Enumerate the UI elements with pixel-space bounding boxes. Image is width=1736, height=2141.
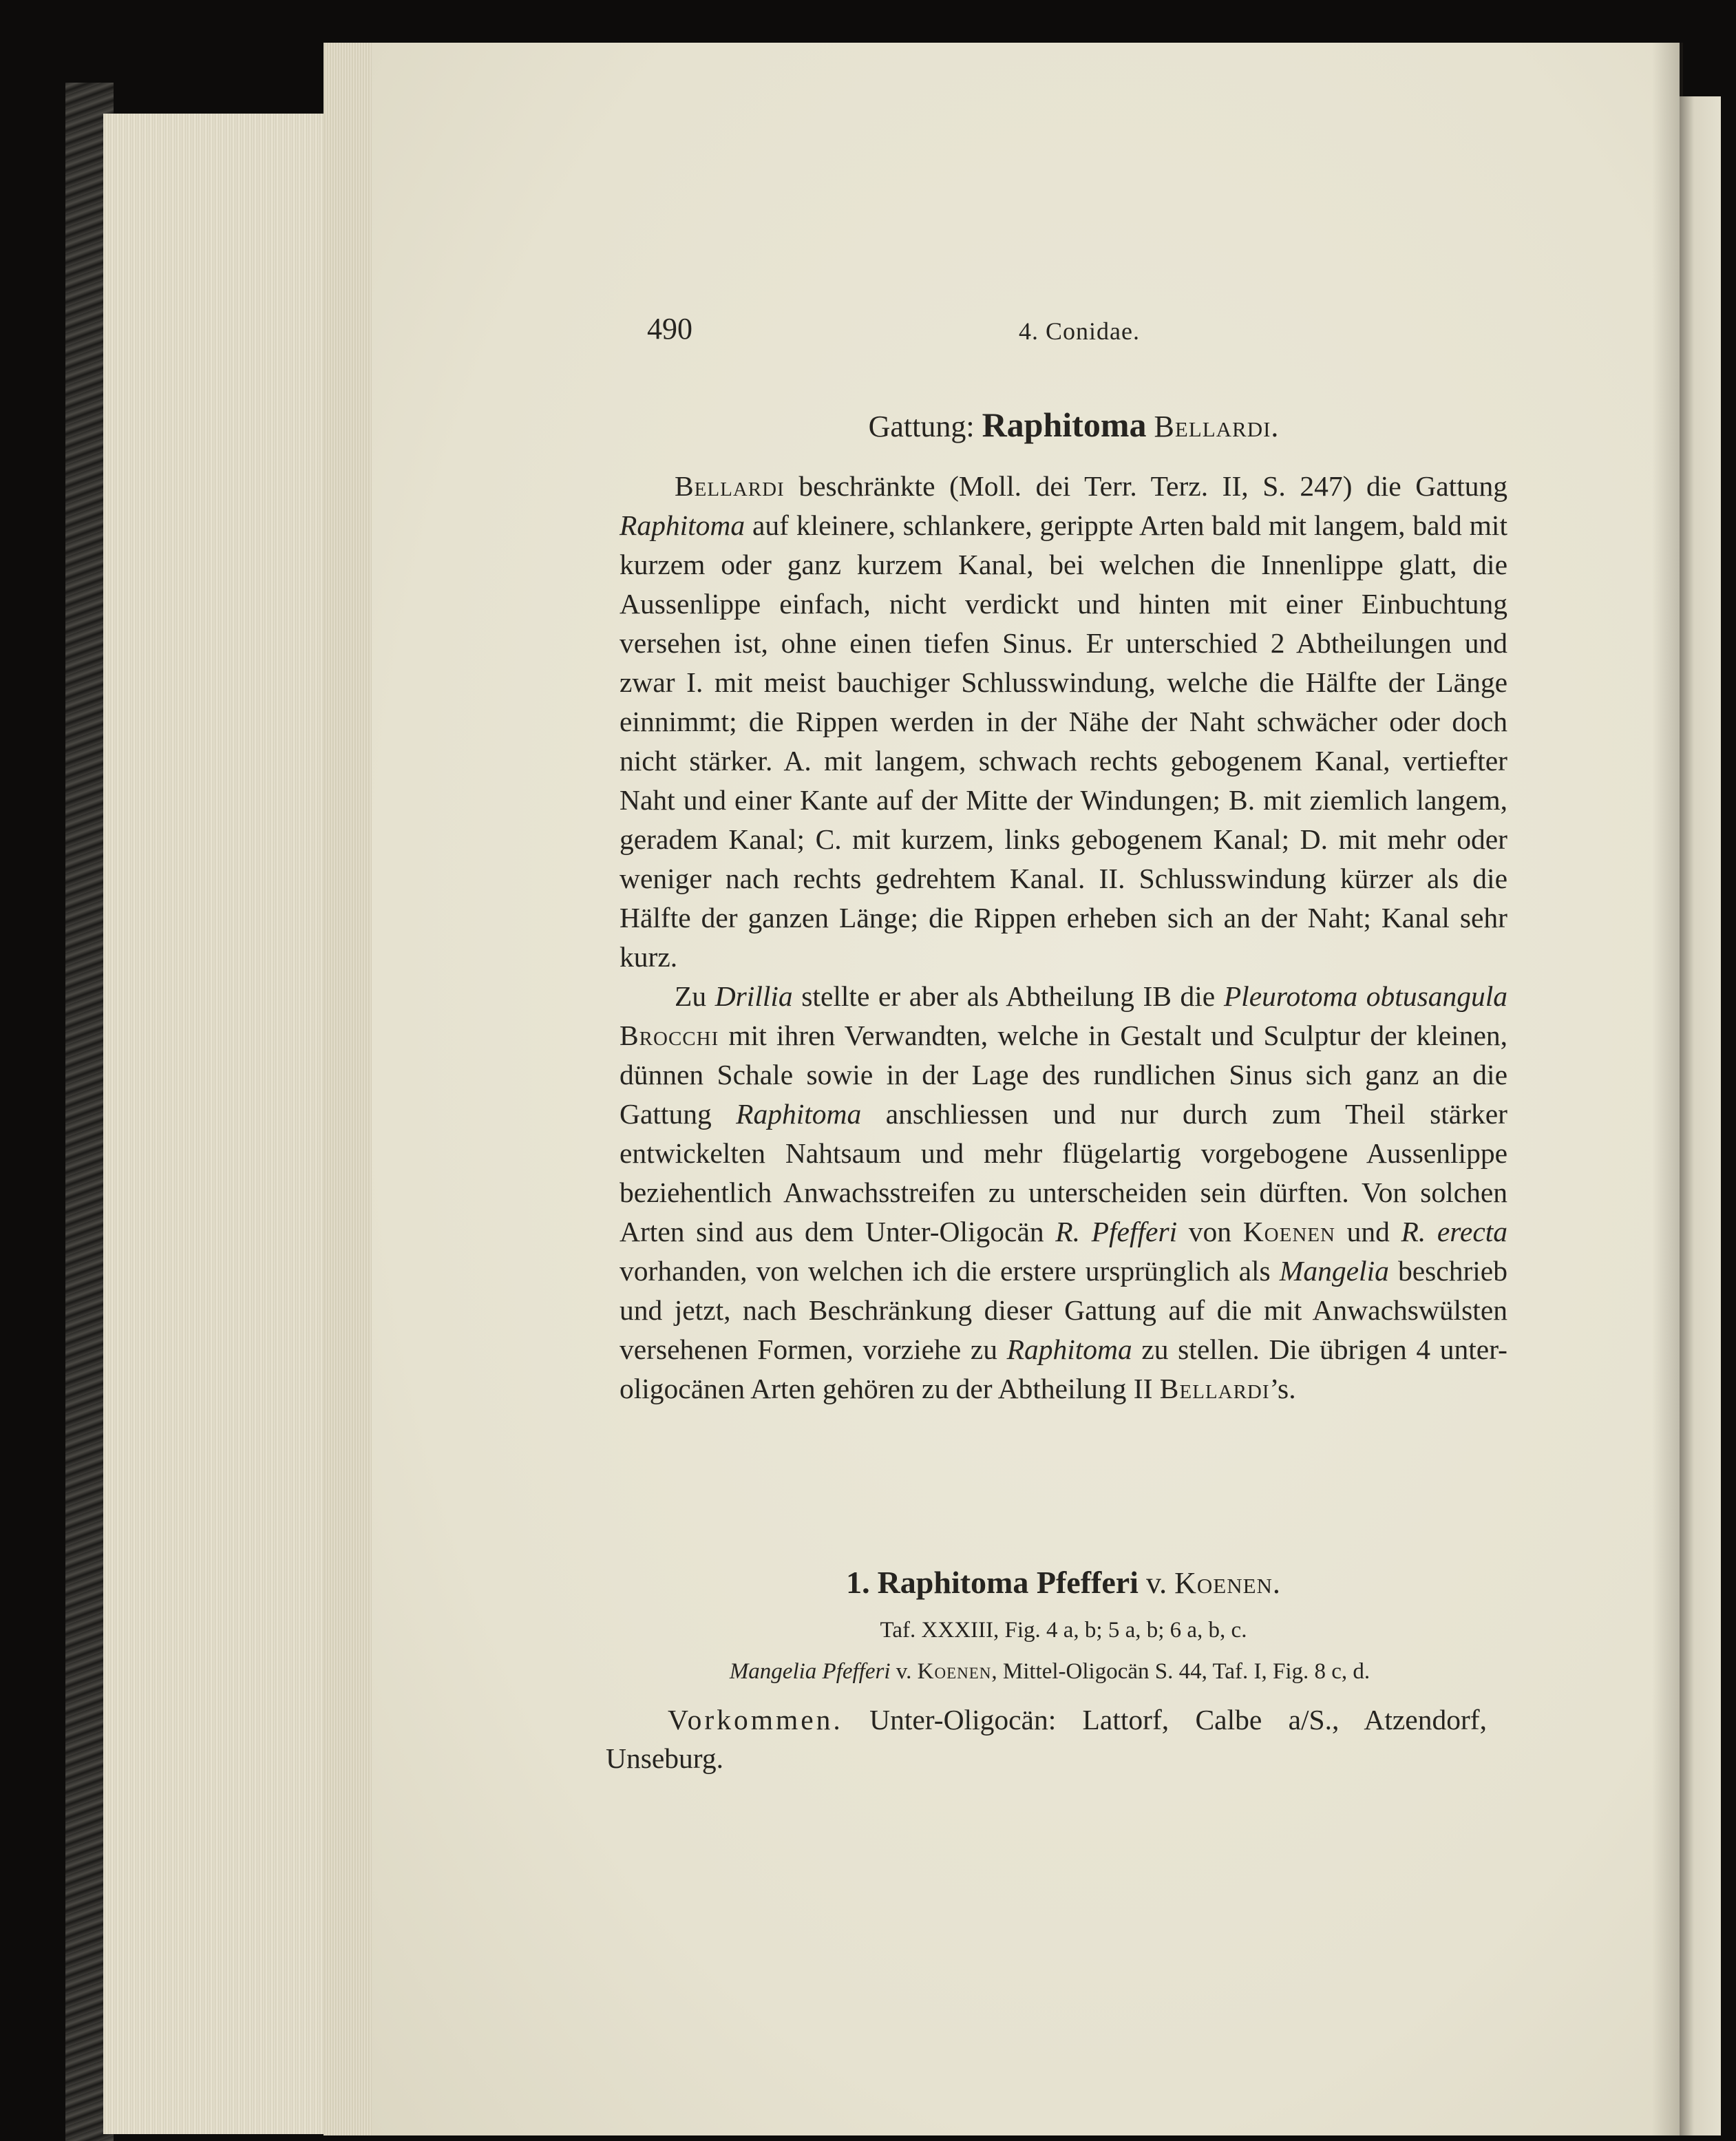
author-name: Bellardi xyxy=(675,470,785,502)
species-name: Raphitoma Pfefferi xyxy=(877,1565,1139,1600)
facing-page-edge xyxy=(1680,96,1721,2135)
author-name: Bellardi xyxy=(1159,1373,1270,1404)
synonym-author-prefix: v. xyxy=(890,1659,918,1684)
page-number: 490 xyxy=(647,312,692,346)
species-author: Koenen. xyxy=(1174,1566,1281,1600)
taxon-name: Raphitoma xyxy=(736,1098,862,1130)
taxon-name: Drillia xyxy=(714,980,793,1012)
genus-author: Bellardi. xyxy=(1154,410,1280,443)
text-run: Zu xyxy=(675,980,715,1012)
text-run: von xyxy=(1177,1216,1243,1247)
taxon-name: R. Pfefferi xyxy=(1055,1216,1178,1247)
text-run: auf kleinere, schlankere, gerippte Arten bald mit langem, bald mit kurzem oder ganz kurzem Kanal, bei welchen die Innenlippe glatt, die Aussenlippe einfach, nicht verdickt und hinten mit einer Einbuchtung versehen ist, ohne einen tiefen Sinus. Er unterschied 2 Abtheilungen und zwar I. mit meist bauchiger Schlusswindung, welche die Hälfte der Länge einnimmt; die Rippen werden in der Nähe der Naht schwächer oder doch nicht stärker. A. mit langem, schwach rechts gebogenem Kanal, vertiefter Naht und einer Kante auf der Mitte der Windungen; B. mit ziemlich langem, geradem Kanal; C. mit kurzem, links gebogenem Kanal; D. mit mehr oder weniger nach rechts gedrehtem Kanal. II. Schlusswindung kürzer als die Hälfte der ganzen Länge; die Rippen erheben sich an der Naht; Kanal sehr kurz. xyxy=(620,509,1507,973)
species-author-prefix: v. xyxy=(1145,1566,1167,1600)
text-run: mit ihren Verwandten, welche in Gestalt und Sculptur der kleinen, dünnen Schale sowie in der Lage des rundlichen Sinus sich ganz an die Gattung xyxy=(620,1020,1507,1130)
paragraph-2 xyxy=(620,977,1507,1409)
paragraph-1 xyxy=(620,467,1507,977)
page-edges-inner xyxy=(324,43,379,2135)
occurrence-paragraph xyxy=(606,1700,1487,1778)
gutter-shadow xyxy=(1652,43,1683,2135)
genus-heading xyxy=(647,405,1501,445)
text-run: beschränkte (Moll. dei Terr. Terz. II, S. 247) die Gattung xyxy=(784,470,1507,502)
synonym-reference xyxy=(606,1659,1494,1685)
text-run: ’s. xyxy=(1269,1373,1296,1404)
occurrence-label: Vorkommen. xyxy=(668,1704,843,1736)
taxon-name: Pleurotoma obtusangula xyxy=(1223,980,1508,1012)
text-run: anschliessen und nur durch zum Theil stärker entwickelten Nahtsaum und mehr flügelartig vorgebogene Aussenlippe beziehentlich Anwachsstreifen zu unterscheiden sein dürften. Von solchen Arten sind aus dem Unter-Oligocän xyxy=(620,1098,1508,1247)
text-run: beschrieb und jetzt, nach Beschränkung dieser Gattung auf die mit Anwachswülsten versehenen Formen, vorziehe zu xyxy=(620,1255,1507,1365)
synonym-author: Koenen xyxy=(917,1659,992,1684)
species-number: 1. xyxy=(846,1565,870,1600)
taxon-name: R. erecta xyxy=(1401,1216,1508,1247)
occurrence xyxy=(606,1700,1487,1778)
text-run: und xyxy=(1335,1216,1401,1247)
section-title: 4. Conidae. xyxy=(1019,317,1140,345)
species-heading xyxy=(620,1564,1507,1601)
page-edges xyxy=(103,114,332,2134)
author-name: Koenen xyxy=(1242,1216,1335,1247)
genus-name: Raphitoma xyxy=(982,405,1147,444)
synonym-name: Mangelia Pfefferi xyxy=(729,1659,891,1684)
genus-prefix: Gattung: xyxy=(868,410,975,443)
running-head xyxy=(647,311,1501,352)
text-run: vorhanden, von welchen ich die erstere ursprünglich als xyxy=(620,1255,1280,1287)
taxon-name: Raphitoma xyxy=(620,509,745,541)
plate-reference: Taf. XXXIII, Fig. 4 a, b; 5 a, b; 6 a, b, c. xyxy=(880,1618,1247,1643)
synonym-source: , Mittel-Oligocän S. 44, Taf. I, Fig. 8 c, d. xyxy=(991,1659,1370,1684)
taxon-name: Raphitoma xyxy=(1006,1333,1132,1365)
occurrence-text: Unter-Oligocän: Lattorf, Calbe a/S., Atzendorf, Unseburg. xyxy=(606,1704,1487,1774)
taxon-name: Mangelia xyxy=(1279,1255,1389,1287)
body-text xyxy=(620,467,1507,1409)
author-name: Brocchi xyxy=(620,1020,719,1051)
text-run: stellte er aber als Abtheilung IB die xyxy=(792,980,1224,1012)
text-run: zu stellen. Die übrigen 4 unter-oligocänen Arten gehören zu der Abtheilung II xyxy=(620,1333,1507,1404)
